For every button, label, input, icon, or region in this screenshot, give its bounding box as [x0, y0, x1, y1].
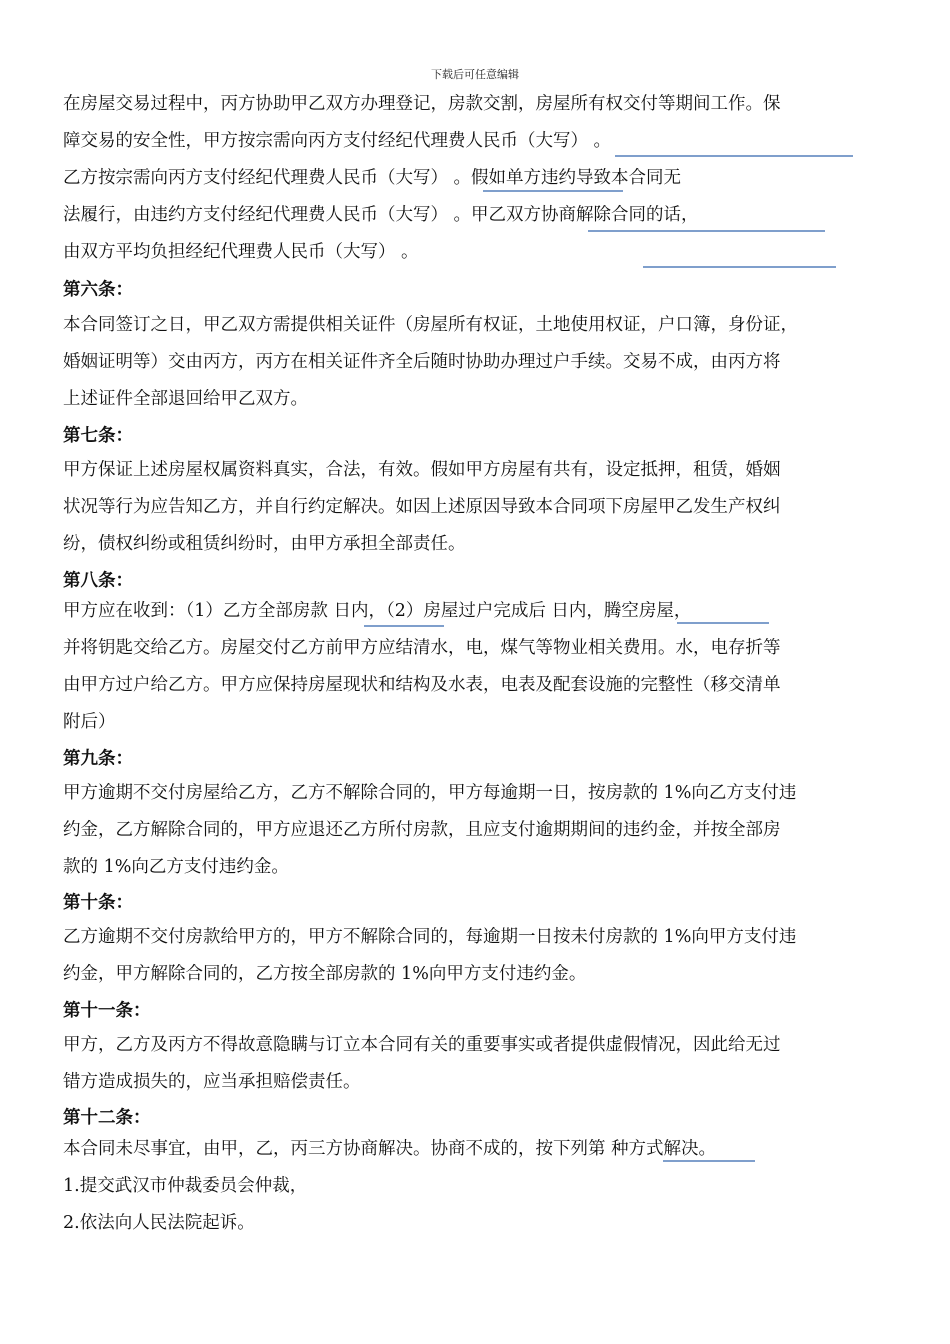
paragraph-line: 上述证件全部退回给甲乙双方。: [63, 389, 308, 409]
article-heading: 第九条：: [63, 749, 133, 769]
paragraph-line: 附后）: [63, 712, 116, 732]
paragraph-line: 约金，乙方解除合同的，甲方应退还乙方所付房款，且应支付逾期期间的违约金，并按全部房: [63, 820, 781, 840]
paragraph-line: 状况等行为应告知乙方，并自行约定解决。如因上述原因导致本合同项下房屋甲乙发生产权纠: [63, 497, 781, 517]
paragraph-line: 2.依法向人民法院起诉。: [63, 1213, 255, 1233]
paragraph-line: 纷，债权纠纷或租赁纠纷时，由甲方承担全部责任。: [63, 534, 466, 554]
paragraph-line: 由甲方过户给乙方。甲方应保持房屋现状和结构及水表，电表及配套设施的完整性（移交清单: [63, 675, 781, 695]
paragraph-line: 婚姻证明等）交由丙方，丙方在相关证件齐全后随时协助办理过户手续。交易不成，由丙方将: [63, 352, 781, 372]
paragraph-line: 甲方逾期不交付房屋给乙方，乙方不解除合同的，甲方每逾期一日，按房款的 1%向乙方支付违: [63, 783, 797, 803]
blank-underline: [643, 266, 836, 268]
blank-underline: [615, 155, 853, 157]
paragraph-line: 在房屋交易过程中，丙方协助甲乙双方办理登记，房款交割，房屋所有权交付等期间工作。保: [63, 94, 781, 114]
blank-underline: [588, 230, 825, 232]
blank-underline: [677, 622, 769, 624]
article-heading: 第八条：: [63, 571, 133, 591]
paragraph-line: 甲方，乙方及丙方不得故意隐瞒与订立本合同有关的重要事实或者提供虚假情况，因此给无过: [63, 1035, 781, 1055]
paragraph-line: 乙方按宗需向丙方支付经纪代理费人民币（大写） 。假如单方违约导致本合同无: [63, 168, 682, 188]
page-header: 下载后可任意编辑: [431, 68, 519, 81]
article-heading: 第七条：: [63, 426, 133, 446]
paragraph-line: 由双方平均负担经纪代理费人民币（大写） 。: [63, 242, 419, 262]
paragraph-line: 款的 1%向乙方支付违约金。: [63, 857, 289, 877]
paragraph-line: 障交易的安全性，甲方按宗需向丙方支付经纪代理费人民币（大写） 。: [63, 131, 612, 151]
blank-underline: [364, 625, 444, 627]
paragraph-line: 甲方应在收到：（1）乙方全部房款 日内，（2）房屋过户完成后 日内，腾空房屋，: [63, 601, 692, 621]
paragraph-line: 甲方保证上述房屋权属资料真实，合法，有效。假如甲方房屋有共有，设定抵押，租赁，婚姻: [63, 460, 781, 480]
article-heading: 第十一条：: [63, 1001, 151, 1021]
paragraph-line: 1.提交武汉市仲裁委员会仲裁，: [63, 1176, 308, 1196]
article-heading: 第十二条：: [63, 1108, 151, 1128]
paragraph-line: 并将钥匙交给乙方。房屋交付乙方前甲方应结清水，电，煤气等物业相关费用。水，电存折等: [63, 638, 781, 658]
article-heading: 第六条：: [63, 280, 133, 300]
article-heading: 第十条：: [63, 893, 133, 913]
paragraph-line: 本合同签订之日，甲乙双方需提供相关证件（房屋所有权证，土地使用权证，户口簿，身份证，: [63, 315, 798, 335]
paragraph-line: 本合同未尽事宜，由甲，乙，丙三方协商解决。协商不成的，按下列第 种方式解决。: [63, 1139, 717, 1159]
blank-underline: [483, 190, 623, 192]
blank-underline: [663, 1160, 755, 1162]
paragraph-line: 错方造成损失的，应当承担赔偿责任。: [63, 1072, 361, 1092]
paragraph-line: 法履行，由违约方支付经纪代理费人民币（大写） 。甲乙双方协商解除合同的话，: [63, 205, 699, 225]
paragraph-line: 约金，甲方解除合同的，乙方按全部房款的 1%向甲方支付违约金。: [63, 964, 587, 984]
paragraph-line: 乙方逾期不交付房款给甲方的，甲方不解除合同的，每逾期一日按未付房款的 1%向甲方支付违: [63, 927, 797, 947]
